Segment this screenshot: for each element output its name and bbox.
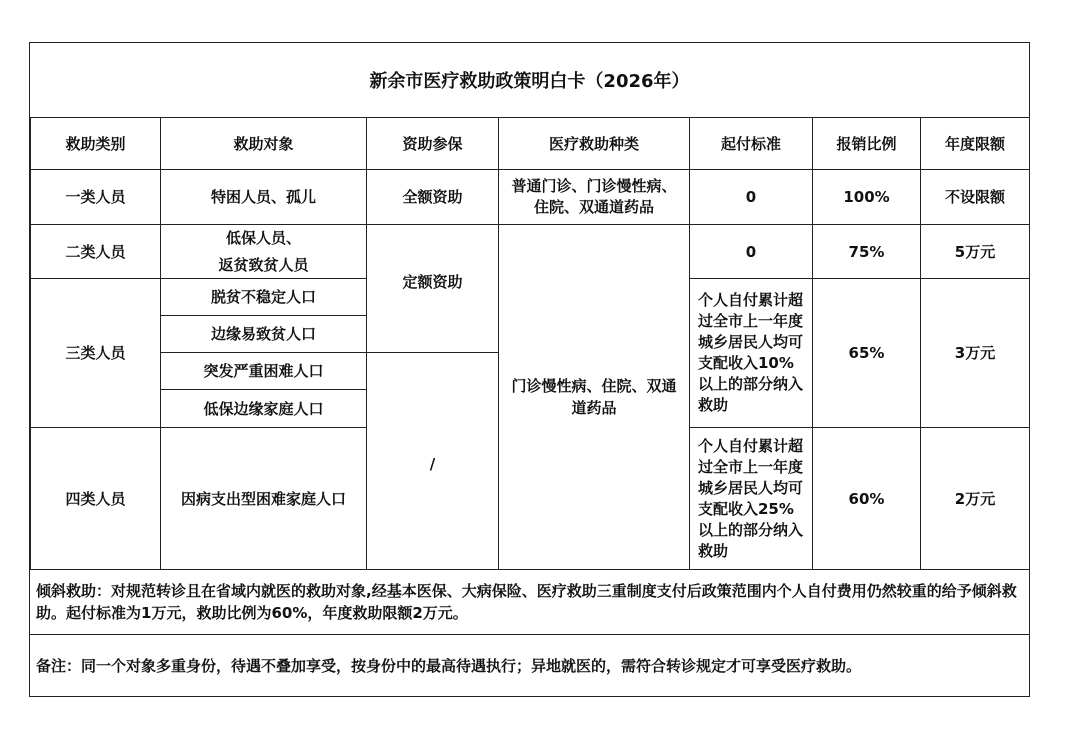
target-4: 因病支出型困难家庭人口 [161,428,367,570]
tilt-assistance-note [30,569,1029,635]
target-2b: 返贫致贫人员 [161,252,367,279]
card-title: 新余市医疗救助政策明白卡（2026年） [30,43,1029,118]
target-3b: 边缘易致贫人口 [161,316,367,353]
table-row [31,225,1030,252]
remark-text: 备注：同一个对象多重身份，待遇不叠加享受，按身份中的最高待遇执行；异地就医的，需符合转诊规定才可享受医疗救助。 [36,657,862,675]
threshold-1: 0 [690,170,813,225]
policy-card [29,42,1030,697]
table-row [31,170,1030,225]
rate-4: 60% [813,428,921,570]
threshold-3: 个人自付累计超过全市上一年度城乡居民人均可支配收入10%以上的部分纳入救助 [690,279,813,428]
target-1: 特困人员、孤儿 [161,170,367,225]
tilt-assistance-text: 倾斜救助：对规范转诊且在省域内就医的救助对象,经基本医保、大病保险、医疗救助三重制度支付后政策范围内个人自付费用仍然较重的给予倾斜救助。起付标准为1万元，救助比例为60%，年度救助限额2万元。 [36,581,1017,622]
insurance-none: / [367,353,499,570]
header-threshold: 起付标准 [690,118,813,170]
insurance-fixed: 定额资助 [367,225,499,353]
rate-2: 75% [813,225,921,279]
rate-1: 100% [813,170,921,225]
header-rate: 报销比例 [813,118,921,170]
threshold-2: 0 [690,225,813,279]
header-category: 救助类别 [31,118,161,170]
header-target: 救助对象 [161,118,367,170]
header-limit: 年度限额 [921,118,1030,170]
insurance-full: 全额资助 [367,170,499,225]
category-3: 三类人员 [31,279,161,428]
threshold-4: 个人自付累计超过全市上一年度城乡居民人均可支配收入25%以上的部分纳入救助 [690,428,813,570]
category-2: 二类人员 [31,225,161,279]
header-kind: 医疗救助种类 [499,118,690,170]
kind-2 [499,225,690,570]
limit-4: 2万元 [921,428,1030,570]
header-row [31,118,1030,170]
limit-2: 5万元 [921,225,1030,279]
kind-1: 普通门诊、门诊慢性病、住院、双通道药品 [499,170,690,225]
rate-3: 65% [813,279,921,428]
limit-3: 3万元 [921,279,1030,428]
policy-table [30,117,1030,570]
category-1: 一类人员 [31,170,161,225]
header-insurance: 资助参保 [367,118,499,170]
target-2a: 低保人员、 [161,225,367,252]
target-3d: 低保边缘家庭人口 [161,390,367,428]
target-3c: 突发严重困难人口 [161,353,367,390]
kind-2-text: 门诊慢性病、住院、双通道药品 [511,377,677,417]
remark-note [30,635,1029,697]
limit-1: 不设限额 [921,170,1030,225]
category-4: 四类人员 [31,428,161,570]
target-3a: 脱贫不稳定人口 [161,279,367,316]
